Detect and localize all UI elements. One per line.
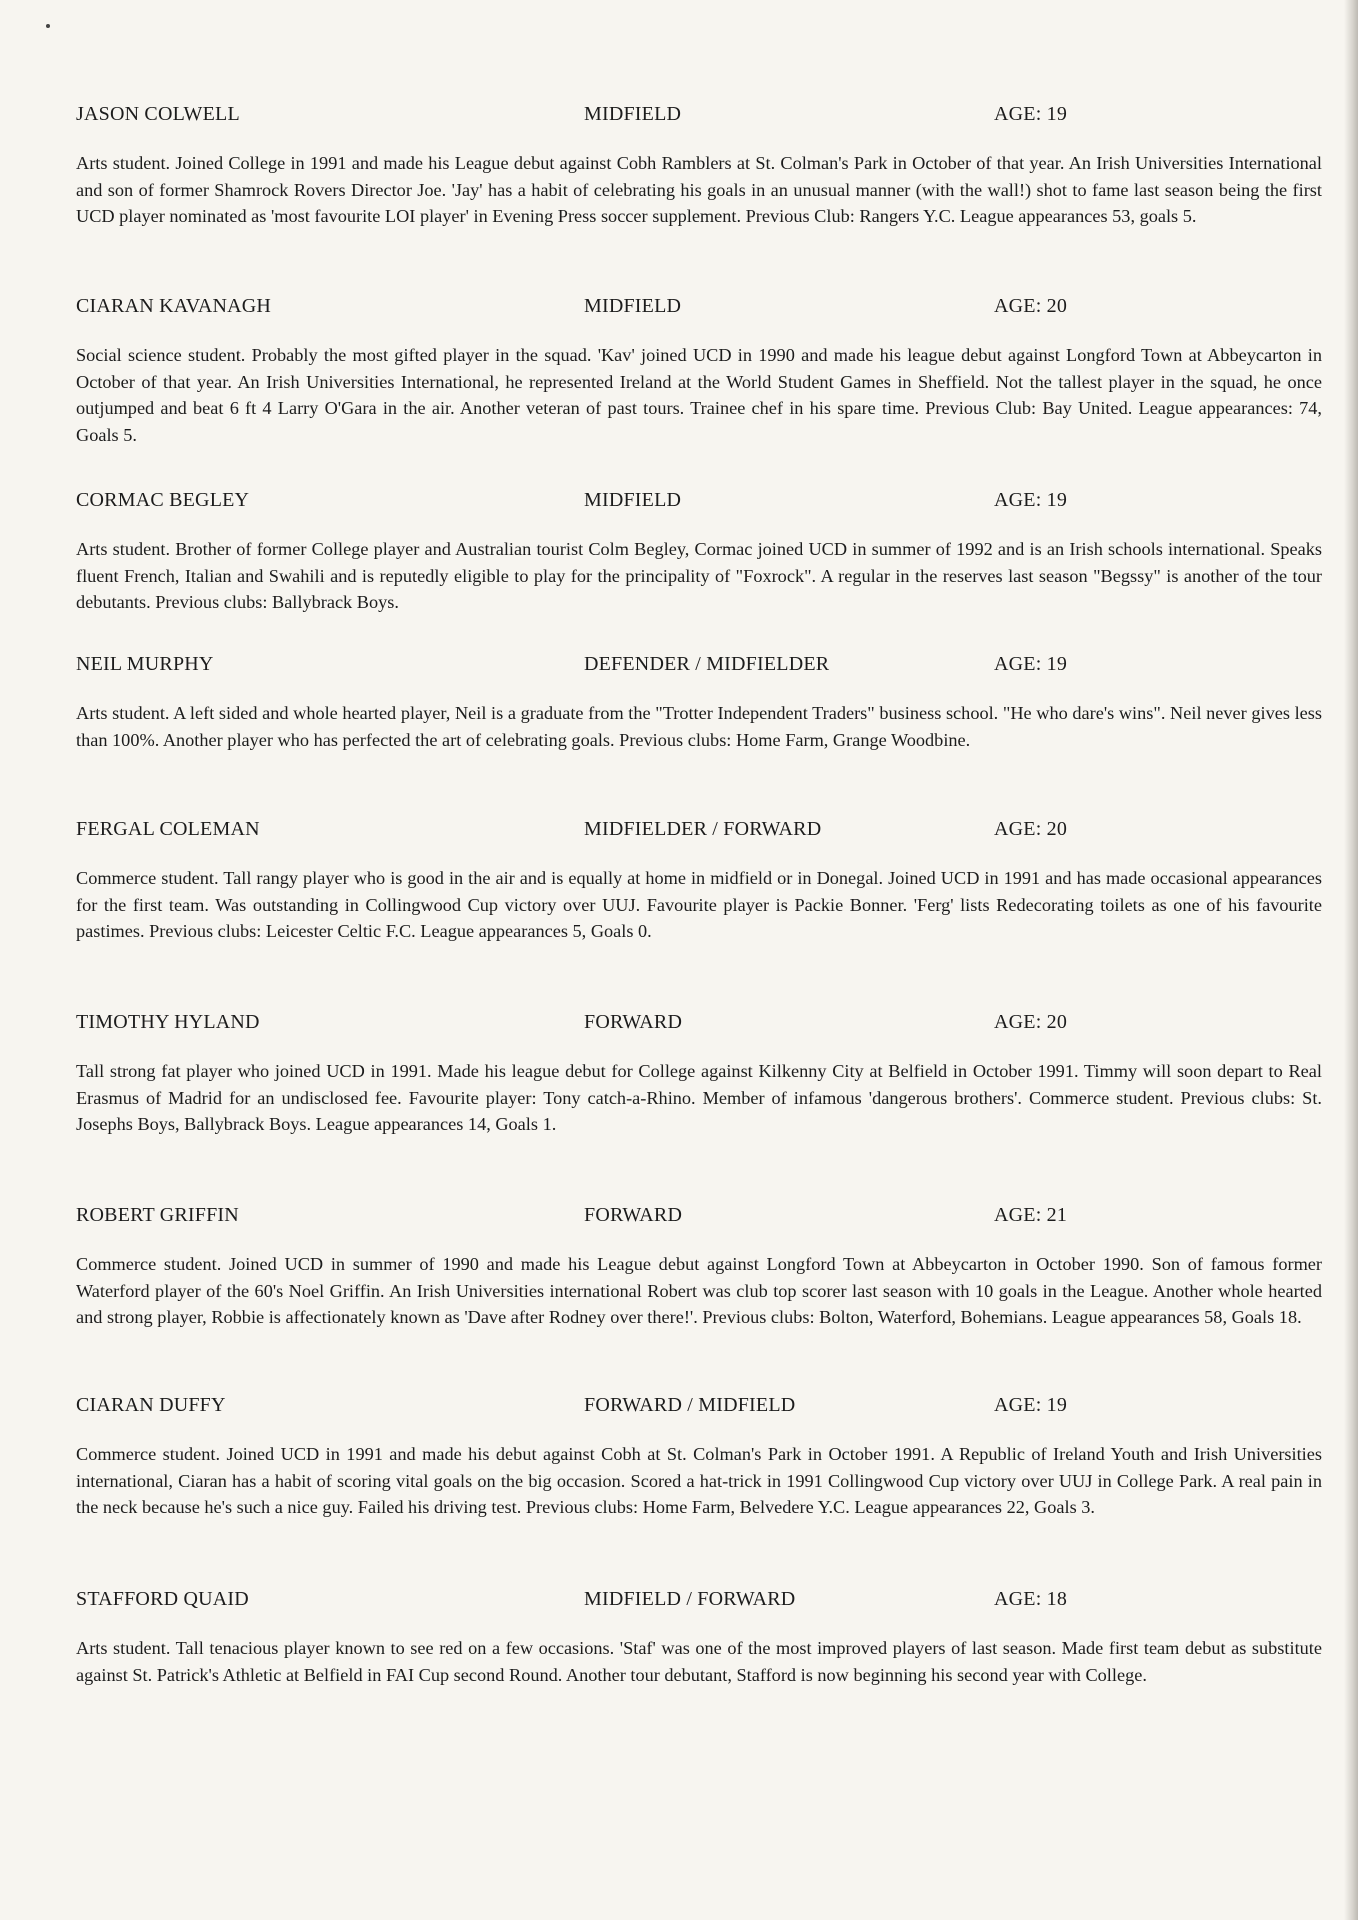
player-bio: Arts student. Brother of former College player and Australian tourist Colm Begley, Cormac joined UCD in summer of 1992 and is an Irish schools international. Speaks fluent French, Italian and Swahili and is reputedly eligible to play for the principality of "Foxrock". A regular in the reserves last season "Begssy" is another of the tour debutants. Previous clubs: Ballybrack Boys. <box>76 539 1322 612</box>
player-bio: Arts student. Tall tenacious player known to see red on a few occasions. 'Staf' was one of the most improved players of last season. Made first team debut as substitute against St. Patrick's Athletic at Belfield in FAI Cup second Round. Another tour debutant, Stafford is now beginning his second year with College. <box>76 1638 1322 1685</box>
player-age: AGE: 19 <box>994 1394 1068 1416</box>
player-bio: Commerce student. Joined UCD in summer of 1990 and made his League debut against Longford Town at Abbeycarton in October 1990. Son of famous former Waterford player of the 60's Noel Griffin. An Irish Universities international Robert was club top scorer last season with 10 goals in the League. Another whole hearted and strong player, Robbie is affectionately known as 'Dave after Rodney over there!'. Previous clubs: Bolton, Waterford, Bohemians. League appearances 58, Goals 18. <box>76 1254 1322 1327</box>
player-position: FORWARD <box>584 1011 683 1033</box>
player-entry <box>76 1193 1324 1383</box>
player-bio: Commerce student. Joined UCD in 1991 and made his debut against Cobh at St. Colman's Park in October 1991. A Republic of Ireland Youth and Irish Universities international, Ciaran has a habit of scoring vital goals on the big occasion. Scored a hat-trick in 1991 Collingwood Cup victory over UUJ in College Park. A real pain in the neck because he's such a nice guy. Failed his driving test. Previous clubs: Home Farm, Belvedere Y.C. League appearances 22, Goals 3. <box>76 1444 1322 1517</box>
player-header <box>76 642 1324 686</box>
player-header <box>76 1577 1324 1621</box>
player-bio: Social science student. Probably the most gifted player in the squad. 'Kav' joined UCD in 1990 and made his league debut against Longford Town at Abbeycarton in October of that year. An Irish Universities International, he represented Ireland at the World Student Games in Sheffield. Not the tallest player in the squad, he once outjumped and beat 6 ft 4 Larry O'Gara in the air. Another veteran of past tours. Trainee chef in his spare time. Previous Club: Bay United. League appearances: 74, Goals 5. <box>76 345 1322 445</box>
player-bio: Tall strong fat player who joined UCD in 1991. Made his league debut for College against Kilkenny City at Belfield in October 1991. Timmy will soon depart to Real Erasmus of Madrid for an undisclosed fee. Favourite player: Tony catch-a-Rhino. Member of infamous 'dangerous brothers'. Commerce student. Previous clubs: St. Josephs Boys, Ballybrack Boys. League appearances 14, Goals 1. <box>76 1061 1322 1134</box>
player-age: AGE: 20 <box>994 1011 1068 1033</box>
player-position: DEFENDER / MIDFIELDER <box>584 653 830 675</box>
player-bio: Arts student. A left sided and whole hearted player, Neil is a graduate from the "Trotter Independent Traders" business school. "He who dare's wins". Neil never gives less than 100%. Another player who has perfected the art of celebrating goals. Previous clubs: Home Farm, Grange Woodbine. <box>76 703 1322 750</box>
player-entry <box>76 284 1324 478</box>
player-position: MIDFIELD <box>584 295 682 317</box>
player-entry <box>76 92 1324 284</box>
player-position: MIDFIELD <box>584 489 682 511</box>
player-age: AGE: 19 <box>994 103 1068 125</box>
player-header <box>76 92 1324 136</box>
player-age: AGE: 21 <box>994 1204 1068 1226</box>
player-header <box>76 807 1324 851</box>
player-bio: Commerce student. Tall rangy player who is good in the air and is equally at home in midfield or in Donegal. Joined UCD in 1991 and has made occasional appearances for the first team. Was outstanding in Collingwood Cup victory over UUJ. Favourite player is Packie Bonner. 'Ferg' lists Redecorating toilets as one of his favourite pastimes. Previous clubs: Leicester Celtic F.C. League appearances 5, Goals 0. <box>76 868 1322 941</box>
player-name: NEIL MURPHY <box>76 653 214 675</box>
player-header <box>76 284 1324 328</box>
player-entry <box>76 1577 1324 1747</box>
player-age: AGE: 18 <box>994 1588 1068 1610</box>
player-age: AGE: 19 <box>994 653 1068 675</box>
player-position: FORWARD / MIDFIELD <box>584 1394 796 1416</box>
player-entry <box>76 1383 1324 1577</box>
player-header <box>76 478 1324 522</box>
player-name: CORMAC BEGLEY <box>76 489 250 511</box>
player-age: AGE: 19 <box>994 489 1068 511</box>
player-age: AGE: 20 <box>994 818 1068 840</box>
player-entry <box>76 1000 1324 1193</box>
player-age: AGE: 20 <box>994 295 1068 317</box>
player-entry <box>76 642 1324 807</box>
player-position: MIDFIELD <box>584 103 682 125</box>
player-position: MIDFIELDER / FORWARD <box>584 818 822 840</box>
player-name: STAFFORD QUAID <box>76 1588 249 1610</box>
player-name: FERGAL COLEMAN <box>76 818 260 840</box>
player-header <box>76 1383 1324 1427</box>
player-entry <box>76 807 1324 1000</box>
player-name: CIARAN DUFFY <box>76 1394 226 1416</box>
player-position: FORWARD <box>584 1204 683 1226</box>
player-name: TIMOTHY HYLAND <box>76 1011 260 1033</box>
player-name: JASON COLWELL <box>76 103 240 125</box>
player-bio: Arts student. Joined College in 1991 and made his League debut against Cobh Ramblers at St. Colman's Park in October of that year. An Irish Universities International and son of former Shamrock Rovers Director Joe. 'Jay' has a habit of celebrating his goals in an unusual manner (with the wall!) shot to fame last season being the first UCD player nominated as 'most favourite LOI player' in Evening Press soccer supplement. Previous Club: Rangers Y.C. League appearances 53, goals 5. <box>76 153 1322 226</box>
player-header <box>76 1193 1324 1237</box>
player-position: MIDFIELD / FORWARD <box>584 1588 796 1610</box>
player-name: CIARAN KAVANAGH <box>76 295 272 317</box>
player-name: ROBERT GRIFFIN <box>76 1204 239 1226</box>
player-entry <box>76 478 1324 642</box>
player-header <box>76 1000 1324 1044</box>
